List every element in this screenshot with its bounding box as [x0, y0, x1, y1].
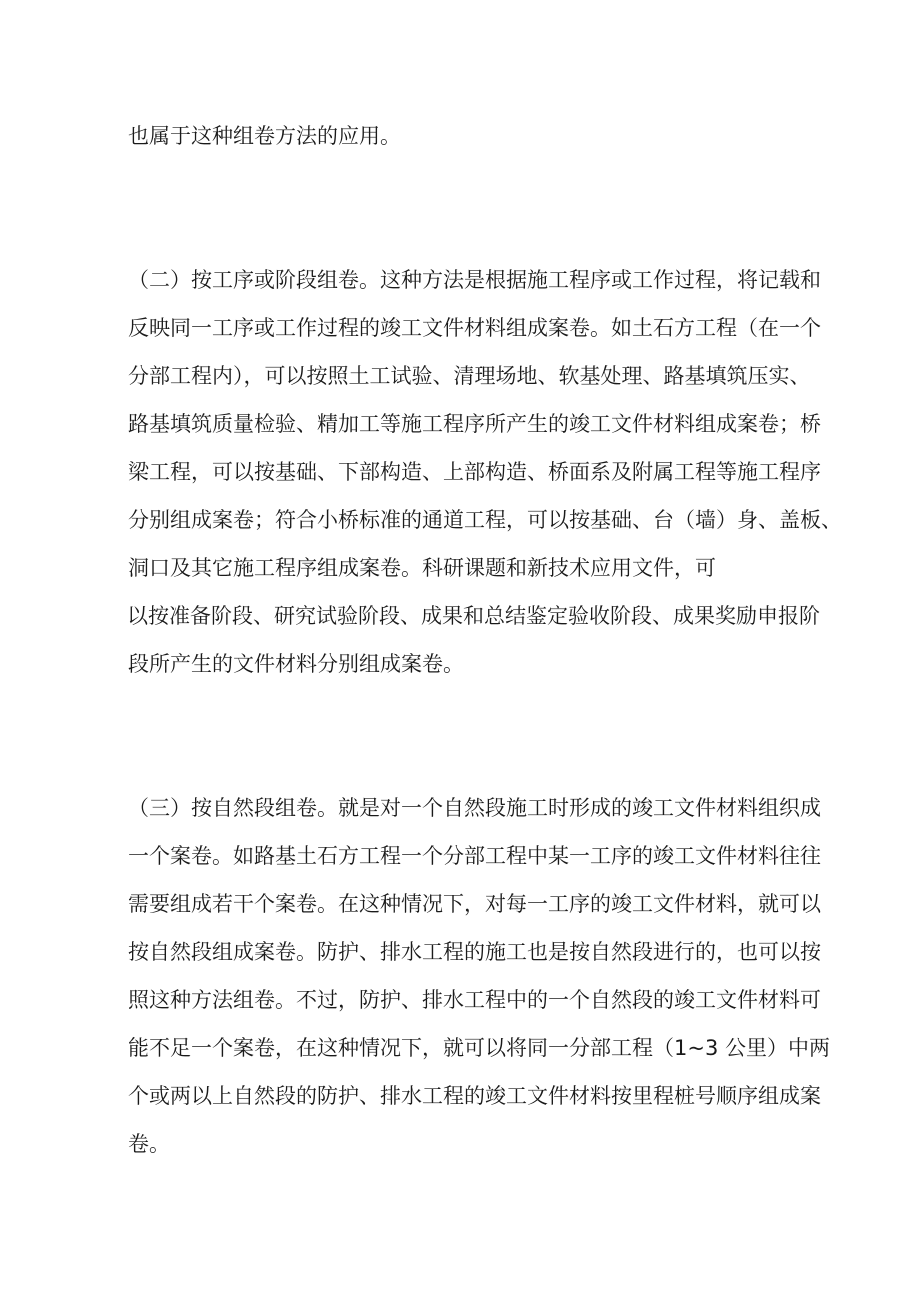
section2-line-4: 路基填筑质量检验、精加工等施工程序所产生的竣工文件材料组成案卷；桥 — [128, 412, 821, 436]
section3-line-5: 照这种方法组卷。不过，防护、排水工程中的一个自然段的竣工文件材料可 — [128, 988, 821, 1012]
section3-line-1: （三）按自然段组卷。就是对一个自然段施工时形成的竣工文件材料组织成 — [128, 796, 821, 820]
section2-line-2: 反映同一工序或工作过程的竣工文件材料组成案卷。如土石方工程（在一个 — [128, 316, 821, 340]
section2-line-8: 以按准备阶段、研究试验阶段、成果和总结鉴定验收阶段、成果奖励申报阶 — [127, 604, 820, 628]
section2-line-9: 段所产生的文件材料分别组成案卷。 — [128, 652, 464, 676]
section2-line-5: 梁工程，可以按基础、下部构造、上部构造、桥面系及附属工程等施工程序 — [128, 460, 821, 484]
section2-line-1: （二）按工序或阶段组卷。这种方法是根据施工程序或工作过程，将记载和 — [128, 268, 821, 292]
section3-line-7: 个或两以上自然段的防护、排水工程的竣工文件材料按里程桩号顺序组成案 — [128, 1084, 821, 1108]
section3-line-8: 卷。 — [128, 1132, 170, 1156]
intro-line-1: 也属于这种组卷方法的应用。 — [128, 124, 401, 148]
section3-line-3: 需要组成若干个案卷。在这种情况下，对每一工序的竣工文件材料，就可以 — [128, 892, 821, 916]
section2-line-6: 分别组成案卷；符合小桥标准的通道工程，可以按基础、台（墙）身、盖板、 — [128, 508, 842, 532]
section3-line-6: 能不足一个案卷，在这种情况下，就可以将同一分部工程（1~3 公里）中两 — [128, 1036, 830, 1060]
section3-line-4: 按自然段组成案卷。防护、排水工程的施工也是按自然段进行的，也可以按 — [128, 940, 821, 964]
section2-line-3: 分部工程内），可以按照土工试验、清理场地、软基处理、路基填筑压实、 — [128, 364, 811, 388]
section2-line-7: 洞口及其它施工程序组成案卷。科研课题和新技术应用文件，可 — [128, 556, 716, 580]
section3-line-2: 一个案卷。如路基土石方工程一个分部工程中某一工序的竣工文件材料往往 — [128, 844, 821, 868]
